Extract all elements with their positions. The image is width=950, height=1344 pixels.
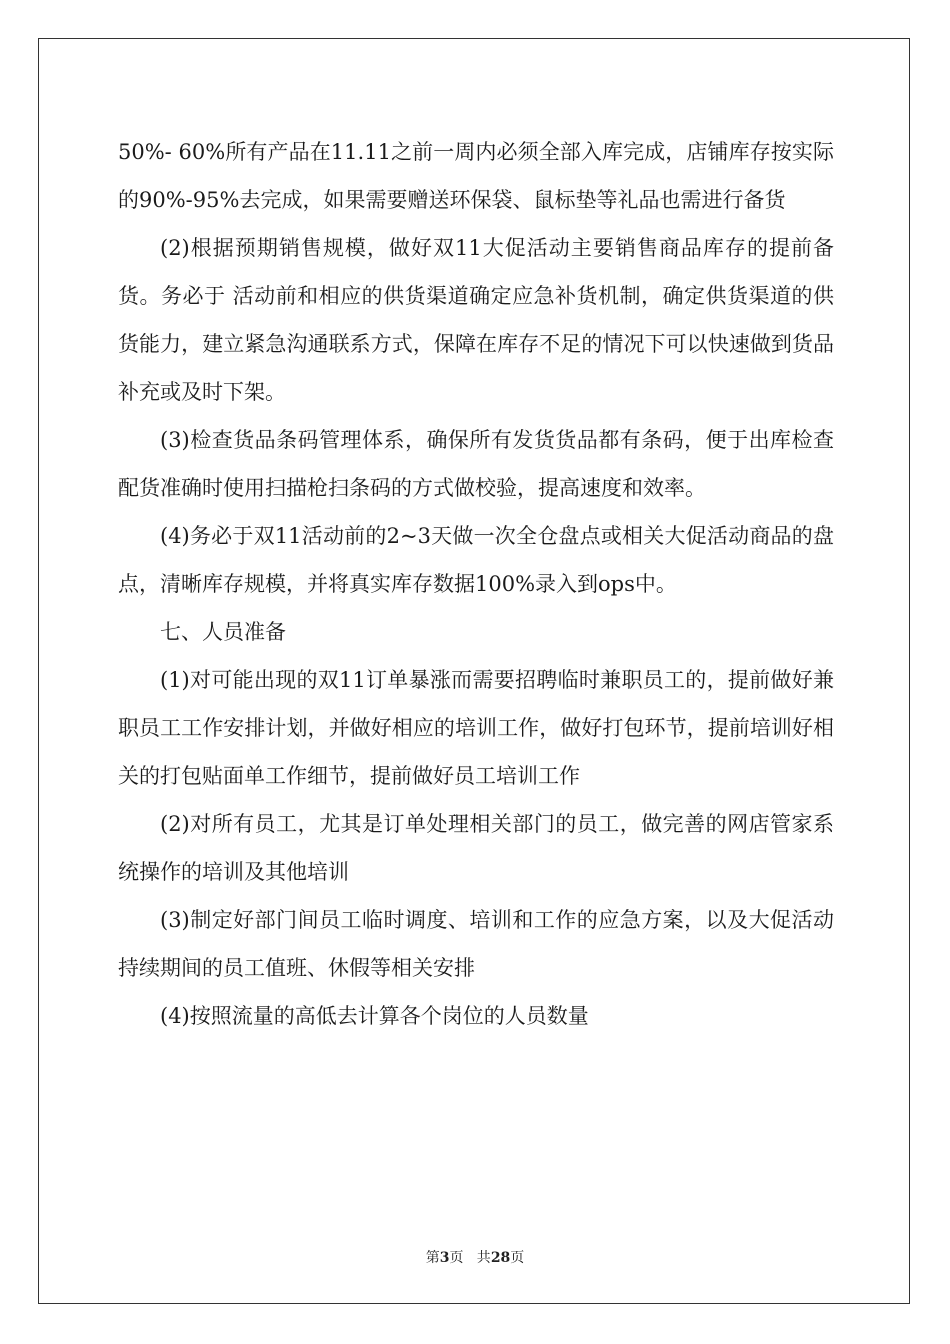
paragraph-emergency-plan: (3)制定好部门间员工临时调度、培训和工作的应急方案，以及大促活动持续期间的员工值班、休假等相关安排 bbox=[118, 908, 834, 980]
footer-total-pages: 28 bbox=[490, 1250, 511, 1266]
paragraph-headcount: (4)按照流量的高低去计算各个岗位的人员数量 bbox=[160, 1004, 589, 1028]
paragraph-barcode-check: (3)检查货品条码管理体系，确保所有发货货品都有条码，便于出库检查配货准确时使用扫描枪扫条码的方式做校验，提高速度和效率。 bbox=[118, 428, 834, 500]
paragraph-stocktaking: (4)务必于双11活动前的2~3天做一次全仓盘点或相关大促活动商品的盘点，清晰库存规模，并将真实库存数据100%录入到ops中。 bbox=[118, 524, 834, 596]
document-body bbox=[118, 128, 834, 1040]
footer-suffix: 页 bbox=[510, 1250, 525, 1266]
page-footer bbox=[0, 1247, 950, 1267]
footer-prefix: 第 bbox=[425, 1250, 440, 1266]
section-heading-staffing: 七、人员准备 bbox=[160, 620, 286, 644]
footer-page-number: 3 bbox=[439, 1250, 450, 1266]
footer-mid: 页 共 bbox=[449, 1250, 491, 1266]
paragraph-temp-staff: (1)对可能出现的双11订单暴涨而需要招聘临时兼职员工的，提前做好兼职员工工作安排计划，并做好相应的培训工作，做好打包环节，提前培训好相关的打包贴面单工作细节，提前做好员工培训工作 bbox=[118, 668, 834, 788]
paragraph-staff-training: (2)对所有员工，尤其是订单处理相关部门的员工，做完善的网店管家系统操作的培训及其他培训 bbox=[118, 812, 834, 884]
paragraph-inventory-plan: (2)根据预期销售规模，做好双11大促活动主要销售商品库存的提前备 货。务必于 活动前和相应的供货渠道确定应急补货机制，确定供货渠道的供货能力，建立紧急沟通联系方式，保障在库存不足的情况下可以快速做到货品补充或及时下架。 bbox=[118, 236, 834, 404]
paragraph-stock-completion: 50%- 60%所有产品在11.11之前一周内必须全部入库完成，店铺库存按实际的90%-95%去完成，如果需要赠送环保袋、鼠标垫等礼品也需进行备货 bbox=[118, 140, 834, 212]
